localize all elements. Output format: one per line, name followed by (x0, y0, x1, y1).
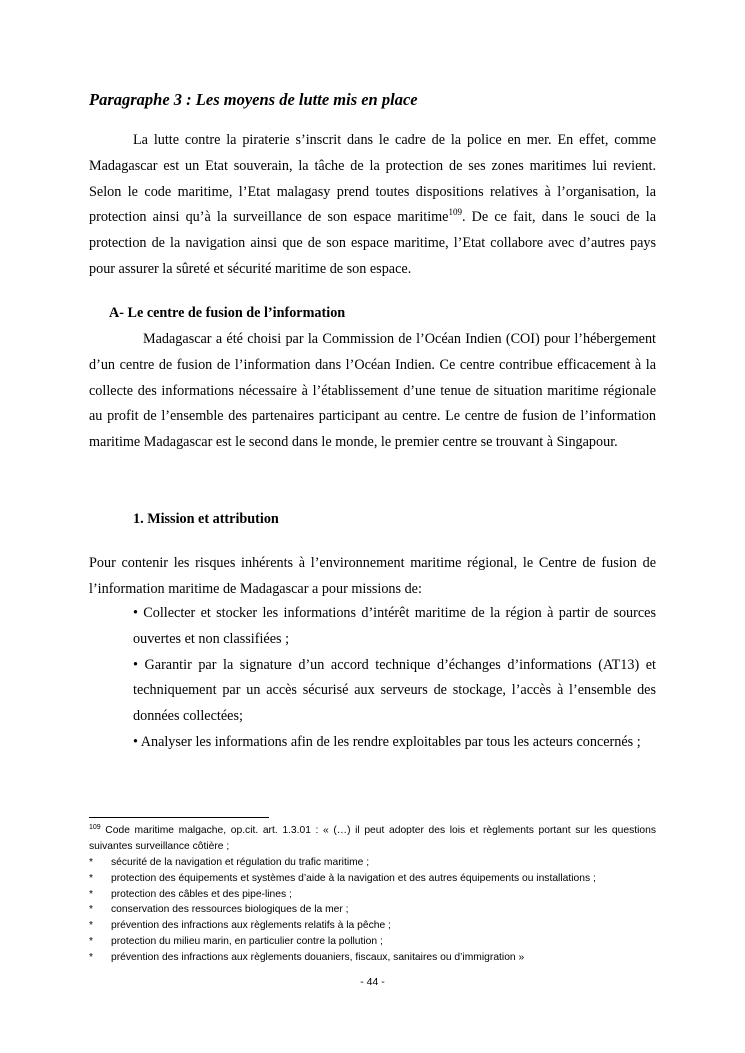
footnote-list-item-text: protection du milieu marin, en particulier contre la pollution ; (111, 935, 383, 947)
footnote-separator (89, 817, 269, 818)
footnote-text: Code maritime malgache, op.cit. art. 1.3.01 : « (…) il peut adopter des lois et règlements portant sur les questions suivantes surveillance côtière ; (89, 825, 656, 852)
page-number: - 44 - (360, 976, 385, 988)
footnote-list-item-text: prévention des infractions aux règlements douaniers, fiscaux, sanitaires ou d’immigration » (111, 951, 525, 963)
intro-paragraph (89, 128, 656, 283)
section-heading: Paragraphe 3 : Les moyens de lutte mis en place (89, 90, 418, 109)
asterisk-marker: * (89, 951, 94, 963)
asterisk-marker: * (89, 872, 94, 884)
footnote-list-item-text: conservation des ressources biologiques de la mer ; (111, 904, 349, 916)
footnote-list-item-text: protection des équipements et systèmes d’aide à la navigation et des autres équipements ou installations ; (111, 872, 596, 884)
footnote-area (89, 823, 656, 966)
footnote-list-item-text: prévention des infractions aux règlements relatifs à la pêche ; (111, 920, 391, 932)
mission-bullet-list (133, 601, 656, 756)
footnote-reference[interactable]: 109 (448, 207, 462, 218)
footnote-list-item (89, 902, 656, 918)
footnote-main (89, 823, 656, 855)
intro-text-before-note: La lutte contre la piraterie s’inscrit dans le cadre de la police en mer. En effet, comme Madagascar est un Etat souverain, la tâche de la protection de ses zones maritimes lui revient. Selon le code maritime, l’Etat malagasy prend toutes dispositions relatives à l’organisation, la protection ainsi qu’à la surveillance de son espace maritime (89, 132, 656, 226)
subsection-a-title: A- Le centre de fusion de l’information (109, 305, 346, 321)
asterisk-marker: * (89, 888, 94, 900)
centre-fusion-paragraph: Madagascar a été choisi par la Commission de l’Océan Indien (COI) pour l’hébergement d’un centre de fusion de l’information dans l’Océan Indien. Ce centre contribue efficacement à la collecte des informations nécessaire à l’établissement d’une tenue de situation maritime régionale au profit de l’ensemble des partenaires participant au centre. Le centre de fusion de l’information maritime Madagascar est le second dans le monde, le premier centre se trouvant à Singapour. (89, 331, 656, 451)
mission-bullet-item: • Analyser les informations afin de les rendre exploitables par tous les acteurs concernés ; (133, 733, 641, 750)
mission-bullet-item: • Collecter et stocker les informations d’intérêt maritime de la région à partir de sources ouvertes et non classifiées ; (133, 605, 656, 647)
footnote-list-item (89, 871, 656, 887)
footnote-list-item (89, 950, 656, 966)
footnote-list-item-text: protection des câbles et des pipe-lines ; (111, 888, 292, 900)
footnote-list (89, 855, 656, 966)
footnote-list-item (89, 918, 656, 934)
asterisk-marker: * (89, 857, 94, 868)
subsection-1-title: 1. Mission et attribution (133, 511, 279, 527)
mission-bullet-item: • Garantir par la signature d’un accord technique d’échanges d’informations (AT13) et techniquement par un accès sécurisé aux serveurs de stockage, l’accès à l’ensemble des données collectées; (133, 656, 656, 725)
footnote-list-item (89, 855, 656, 871)
intro-text-after-note: . De ce fait, dans le souci de la protection de la navigation ainsi que de son espace maritime, l’Etat collabore avec d’autres pays pour assurer la sûreté et sécurité maritime de son espace. (89, 209, 656, 277)
mission-intro-paragraph: Pour contenir les risques inhérents à l’environnement maritime régional, le Centre de fusion de l’information maritime de Madagascar a pour missions de: (89, 555, 656, 597)
asterisk-marker: * (89, 920, 94, 932)
footnote-list-item (89, 934, 656, 950)
footnote-list-item-text: sécurité de la navigation et régulation du trafic maritime ; (111, 857, 370, 868)
footnote-number: 109 (89, 824, 101, 831)
footnote-list-item (89, 887, 656, 903)
asterisk-marker: * (89, 904, 94, 916)
asterisk-marker: * (89, 935, 94, 947)
